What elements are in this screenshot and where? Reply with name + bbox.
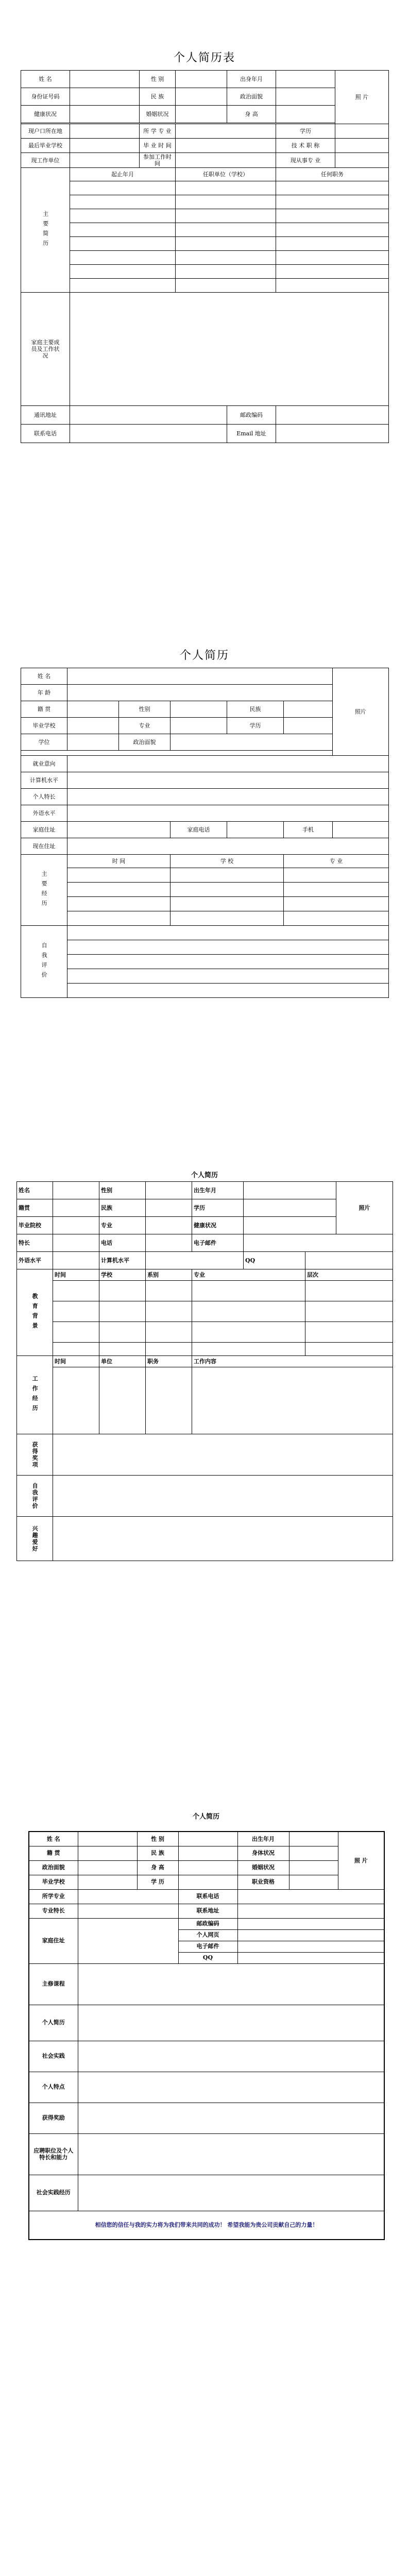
value-id[interactable] [70,88,140,106]
value-ethnicity[interactable] [146,1199,192,1217]
value-birth[interactable] [289,1832,338,1846]
value-contact[interactable] [237,1889,384,1904]
value-current-job[interactable] [335,153,389,168]
value-postcode[interactable] [276,406,389,425]
label-political: 政治面貌 [227,88,276,106]
label-hobbies: 兴趣爱好 [17,1517,53,1561]
label-birth: 出生年月 [237,1832,289,1846]
label-current-job: 现从事专 业 [276,153,335,168]
label-grad-school: 毕业学校 [29,1875,78,1889]
label-intention: 应聘职位及个人特长和能力 [29,2133,78,2175]
label-personal-edu: 个人简历 [29,2005,78,2041]
header-work-time: 时间 [53,1356,99,1367]
edu-cell[interactable] [53,1281,99,1301]
label-email: Email 地址 [227,425,276,443]
value-gender[interactable] [176,71,227,88]
label-foreign-lang: 外语水平 [21,805,67,822]
value-address[interactable] [237,1904,384,1918]
label-computer: 计算机水平 [21,772,67,789]
label-name: 姓 名 [29,1832,78,1846]
history-cell[interactable] [276,209,389,223]
value-current-addr[interactable] [67,838,389,855]
value-mobile[interactable] [333,822,389,838]
value-name[interactable] [78,1832,137,1846]
label-edu: 学历 [227,718,284,734]
history-cell[interactable] [67,911,171,926]
edu-cell[interactable] [53,1322,99,1343]
label-photo: 照片 [355,708,367,715]
value-education[interactable] [335,124,389,139]
edu-cell[interactable] [99,1322,146,1343]
label-edu: 学历 [192,1199,244,1217]
label-height: 身 高 [137,1860,178,1875]
label-height: 身 高 [227,106,276,123]
value-native[interactable] [78,1846,137,1860]
value-gender[interactable] [178,1832,237,1846]
value-email[interactable] [237,1941,384,1952]
history-cell[interactable] [276,279,389,293]
value-foreign[interactable] [53,1252,99,1269]
history-cell[interactable] [276,237,389,251]
form3-table [16,1181,393,1561]
form1-table [21,70,389,443]
value-computer[interactable] [146,1252,244,1269]
history-cell[interactable] [171,883,284,897]
self-eval-line[interactable] [67,984,389,998]
edu-cell[interactable] [146,1343,192,1356]
label-gender: 性别 [119,701,171,718]
value-phone[interactable] [70,425,227,443]
label-photo: 照 片 [354,1857,368,1864]
label-address: 联系地址 [178,1904,237,1918]
self-eval-line[interactable] [67,940,389,955]
value-family-phone[interactable] [227,822,284,838]
edu-cell[interactable] [305,1281,393,1301]
value-political[interactable] [78,1860,137,1875]
header-time: 时间 [53,1269,99,1281]
edu-cell[interactable] [99,1343,146,1356]
header-level: 层次 [305,1269,393,1281]
label-postcode: 邮政编码 [178,1918,237,1929]
value-email[interactable] [244,1234,393,1252]
value-grad-school[interactable] [70,139,140,153]
header-school: 学 校 [171,855,284,868]
header-school: 学校 [99,1269,146,1281]
edu-cell[interactable] [99,1281,146,1301]
value-hukou[interactable] [70,124,140,139]
label-education: 学历 [276,124,335,139]
header-major: 专业 [192,1269,305,1281]
label-main-history: 主要简历 [21,168,70,293]
label-ethnicity: 民 族 [140,88,176,106]
work-cell[interactable] [53,1367,99,1434]
form4-table [28,1831,385,2240]
label-qq: QQ [244,1252,305,1269]
label-personal-page: 个人网页 [178,1929,237,1941]
value-marital[interactable] [289,1860,338,1875]
label-native: 籍贯 [17,1199,53,1217]
label-family: 家庭主要成员及工作状况 [21,293,70,406]
label-political: 政治面貌 [29,1860,78,1875]
label-personal-skill: 个人特点 [29,2072,78,2103]
value-health[interactable] [70,106,140,123]
edu-cell[interactable] [53,1301,99,1322]
value-birth[interactable] [244,1182,336,1199]
value-ethnicity[interactable] [178,1846,237,1860]
slogan: 相信您的信任与我的实力将为我们带来共同的成功！ 希望我能为贵公司贡献自己的力量！ [29,2211,384,2240]
history-cell[interactable] [70,223,176,237]
history-cell[interactable] [70,195,176,209]
label-gender: 性 别 [137,1832,178,1846]
value-personal-skill[interactable] [78,2072,384,2103]
value-edu[interactable] [178,1875,237,1889]
value-height[interactable] [178,1860,237,1875]
label-mobile: 手机 [284,822,333,838]
label-name: 姓名 [17,1182,53,1199]
value-gender[interactable] [146,1182,192,1199]
header-major: 专 业 [284,855,389,868]
history-cell[interactable] [284,883,389,897]
history-cell[interactable] [171,868,284,883]
label-major: 专业 [119,718,171,734]
header-unit: 单位 [99,1356,146,1367]
value-address[interactable] [70,406,227,425]
header-dept: 系别 [146,1269,192,1281]
label-family-addr: 家庭住址 [21,822,67,838]
label-native: 籍 贯 [29,1846,78,1860]
photo-box[interactable] [333,668,389,756]
label-grad-school: 毕业学校 [21,718,67,734]
work-cell[interactable] [146,1367,192,1434]
label-gender: 性 别 [140,71,176,88]
value-health[interactable] [244,1217,336,1234]
value-phone[interactable] [146,1234,192,1252]
value-major[interactable] [78,1889,178,1904]
label-photo: 照 片 [355,93,369,100]
label-family-addr: 家庭住址 [29,1918,78,1963]
label-birth: 出身年月 [227,71,276,88]
value-name[interactable] [67,668,333,685]
value-main-courses[interactable] [78,1963,384,2005]
value-awards[interactable] [53,1434,393,1476]
history-cell[interactable] [176,265,276,279]
label-graduated: 毕 业 时 间 [140,139,176,153]
value-edu[interactable] [284,718,333,734]
value-email[interactable] [276,425,389,443]
label-degree: 学位 [21,734,67,751]
value-grad-school[interactable] [53,1217,99,1234]
history-cell[interactable] [67,897,171,911]
value-practice[interactable] [78,2175,384,2211]
label-email: 电子邮件 [178,1941,237,1952]
value-native[interactable] [67,701,119,718]
value-name[interactable] [53,1182,99,1199]
label-health: 健康状况 [192,1217,244,1234]
photo-box[interactable] [335,71,389,124]
label-contact: 联系电话 [178,1889,237,1904]
value-personal-page[interactable] [237,1929,384,1941]
value-computer[interactable] [67,772,389,789]
value-major[interactable] [176,124,276,139]
label-edu-history: 主要经历 [21,855,67,926]
value-age[interactable] [67,685,333,701]
label-skills: 技 术 职 称 [276,139,335,153]
value-height[interactable] [276,106,335,123]
value-family[interactable] [70,293,389,406]
label-qq: QQ [178,1952,237,1963]
value-hobbies[interactable] [53,1517,393,1561]
history-cell[interactable] [171,911,284,926]
label-work-exp: 工作经历 [17,1356,53,1434]
history-cell[interactable] [276,195,389,209]
label-major: 专业 [99,1217,146,1234]
header-job: 职务 [146,1356,192,1367]
label-photo: 照片 [359,1204,370,1211]
value-degree[interactable] [67,734,119,751]
value-work-unit[interactable] [70,153,140,168]
value-expertise[interactable] [78,1904,178,1918]
label-qualify: 职业资格 [237,1875,289,1889]
self-eval-line[interactable] [67,969,389,984]
label-practice: 社会实践经历 [29,2175,78,2211]
value-social[interactable] [78,2041,384,2072]
label-join-work: 参加工作时间 [140,153,176,168]
value-marital[interactable] [176,106,227,123]
label-health: 健康状况 [21,106,70,123]
resume-form-4 [28,1811,384,2240]
label-self-eval: 自我评价 [21,926,67,998]
label-marital: 婚姻状况 [140,106,176,123]
label-hukou: 现户口所在地 [21,124,70,139]
value-ethnicity[interactable] [176,88,227,106]
history-cell[interactable] [70,279,176,293]
value-name[interactable] [70,71,140,88]
label-age: 年 龄 [21,685,67,701]
header-unit-school: 任职单位（学校） [176,168,276,181]
value-postcode[interactable] [237,1918,384,1929]
label-political: 政治面貌 [119,734,171,751]
history-cell[interactable] [284,911,389,926]
value-foreign-lang[interactable] [67,805,389,822]
label-name: 姓 名 [21,71,70,88]
label-main-courses: 主修课程 [29,1963,78,2005]
value-graduated[interactable] [176,139,276,153]
edu-cell[interactable] [146,1281,192,1301]
value-major[interactable] [146,1217,192,1234]
label-major: 所 学 专 业 [140,124,176,139]
value-qq[interactable] [305,1252,393,1269]
history-cell[interactable] [176,237,276,251]
value-major[interactable] [171,718,227,734]
label-computer: 计算机水平 [99,1252,146,1269]
label-address: 通讯地址 [21,406,70,425]
label-id: 身份证号码 [21,88,70,106]
edu-cell[interactable] [305,1301,393,1322]
label-name: 姓 名 [21,668,67,685]
history-cell[interactable] [176,209,276,223]
form3-title: 个人简历 [191,1172,218,1179]
label-edu-bg: 教育背景 [17,1269,53,1356]
value-ethnicity[interactable] [284,701,333,718]
label-email: 电子邮件 [192,1234,244,1252]
history-cell[interactable] [284,868,389,883]
work-cell[interactable] [99,1367,146,1434]
label-birth: 出生年月 [192,1182,244,1199]
value-grad-school[interactable] [67,718,119,734]
history-cell[interactable] [176,279,276,293]
label-foreign: 外语水平 [17,1252,53,1269]
header-content: 工作内容 [192,1356,393,1367]
value-grad-school[interactable] [78,1875,137,1889]
history-cell[interactable] [176,195,276,209]
history-cell[interactable] [70,181,176,195]
photo-box[interactable] [336,1182,393,1234]
label-specialty: 个人特长 [21,789,67,805]
value-personal-edu[interactable] [78,2005,384,2041]
edu-cell[interactable] [99,1301,146,1322]
label-health: 身体状况 [237,1846,289,1860]
header-position: 任何职务 [276,168,389,181]
history-cell[interactable] [276,223,389,237]
value-join-work[interactable] [176,153,276,168]
history-cell[interactable] [276,265,389,279]
value-family-addr[interactable] [78,1918,178,1963]
edu-cell[interactable] [305,1322,393,1343]
resume-form-3 [16,1170,393,1561]
value-edu[interactable] [244,1199,336,1217]
history-cell[interactable] [276,181,389,195]
value-specialty[interactable] [67,789,389,805]
label-ethnicity: 民族 [227,701,284,718]
label-native: 籍 贯 [21,701,67,718]
form1-title: 个人简历表 [173,52,235,64]
value-health[interactable] [289,1846,338,1860]
value-intention[interactable] [78,2133,384,2175]
value-political[interactable] [171,734,333,751]
value-awards[interactable] [78,2103,384,2133]
history-cell[interactable] [176,251,276,265]
form2-table [21,668,389,998]
history-cell[interactable] [276,251,389,265]
history-cell[interactable] [70,265,176,279]
label-work-unit: 现工作单位 [21,153,70,168]
photo-box[interactable] [338,1832,384,1889]
label-hobby: 特长 [17,1234,53,1252]
form2-title: 个人简历 [179,649,229,662]
label-employ-intention: 就业意向 [21,756,67,772]
value-abilities[interactable] [53,1476,393,1517]
edu-cell[interactable] [192,1343,305,1356]
edu-cell[interactable] [192,1301,305,1322]
history-cell[interactable] [176,181,276,195]
value-native[interactable] [53,1199,99,1217]
value-employ-intention[interactable] [67,756,389,772]
label-grad-school: 最后毕业学校 [21,139,70,153]
edu-cell[interactable] [53,1343,99,1356]
value-qq[interactable] [237,1952,384,1963]
label-gender: 性别 [99,1182,146,1199]
value-birth[interactable] [276,71,335,88]
value-qualify[interactable] [289,1875,338,1889]
edu-cell[interactable] [305,1343,393,1356]
label-current-addr: 现在住址 [21,838,67,855]
label-awards: 获得奖项 [17,1434,53,1476]
value-hobby[interactable] [53,1234,99,1252]
value-gender[interactable] [171,701,227,718]
label-marital: 婚姻状况 [237,1860,289,1875]
spacer [21,751,333,756]
work-cell[interactable] [192,1367,393,1434]
label-edu: 学 历 [137,1875,178,1889]
value-family-addr[interactable] [67,822,171,838]
header-time: 时 间 [67,855,171,868]
label-phone: 联系电话 [21,425,70,443]
label-postcode: 邮政编码 [227,406,276,425]
label-expertise: 专业特长 [29,1904,78,1918]
resume-form-1 [21,49,388,443]
history-cell[interactable] [70,237,176,251]
header-start-end: 起止年月 [70,168,176,181]
history-cell[interactable] [70,251,176,265]
history-cell[interactable] [70,209,176,223]
label-social: 社会实践 [29,2041,78,2072]
history-cell[interactable] [67,883,171,897]
history-cell[interactable] [284,897,389,911]
history-cell[interactable] [67,868,171,883]
edu-cell[interactable] [192,1322,305,1343]
edu-cell[interactable] [146,1301,192,1322]
label-grad-school: 毕业院校 [17,1217,53,1234]
label-ethnicity: 民族 [99,1199,146,1217]
value-skills[interactable] [335,139,389,153]
resume-form-2 [21,647,388,998]
label-awards: 获得奖励 [29,2103,78,2133]
label-abilities: 自我评价 [17,1476,53,1517]
self-eval-line[interactable] [67,955,389,969]
label-phone: 电话 [99,1234,146,1252]
label-major: 所学专业 [29,1889,78,1904]
label-family-phone: 家庭电话 [171,822,227,838]
history-cell[interactable] [176,223,276,237]
history-cell[interactable] [171,897,284,911]
form4-title: 个人简历 [192,1813,219,1821]
edu-cell[interactable] [146,1322,192,1343]
value-political[interactable] [276,88,335,106]
label-ethnicity: 民 族 [137,1846,178,1860]
edu-cell[interactable] [192,1281,305,1301]
self-eval-line[interactable] [67,926,389,940]
